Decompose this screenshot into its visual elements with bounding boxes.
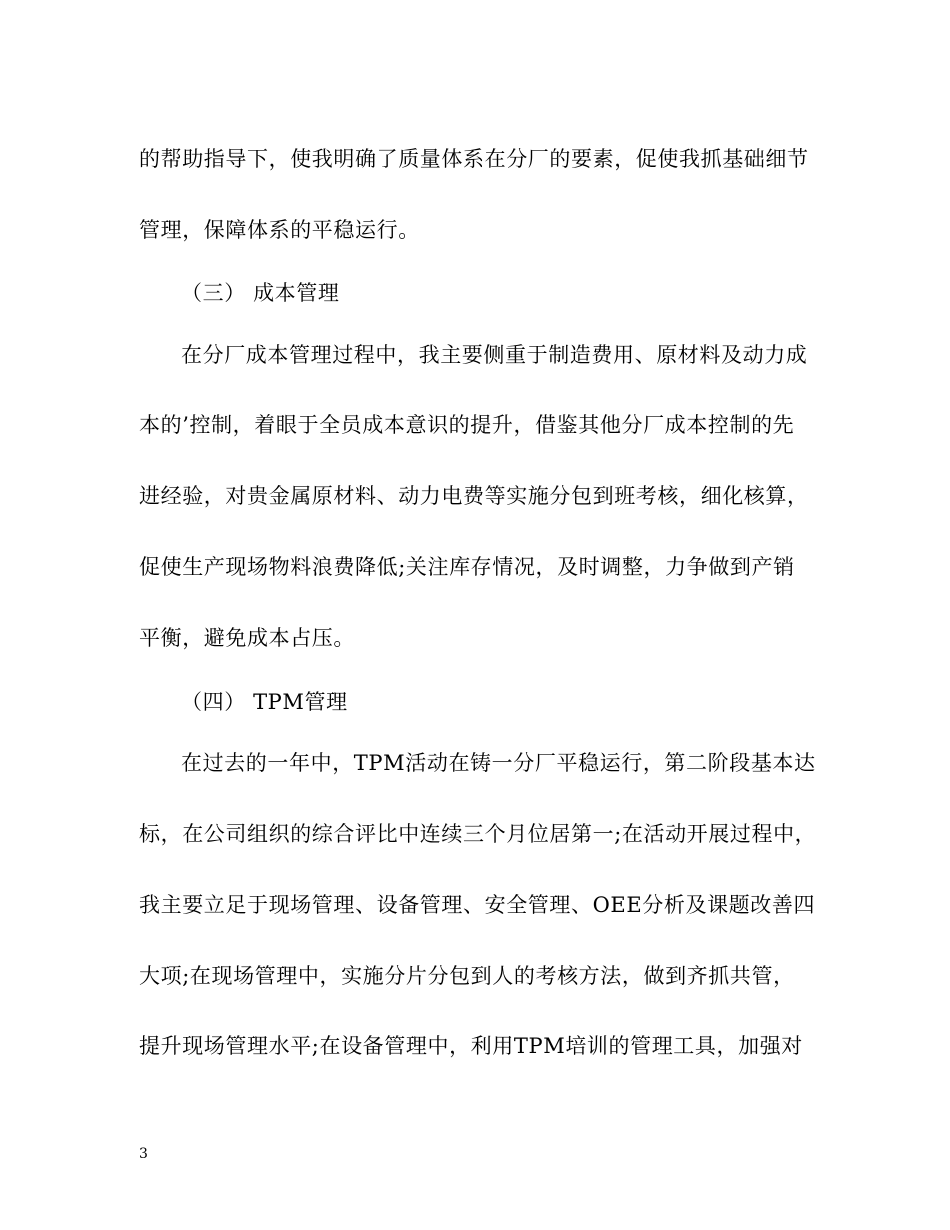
page-number: 3 bbox=[139, 1146, 148, 1162]
body-text-line: 大项;在现场管理中，实施分片分包到人的考核方法，做到齐抓共管， bbox=[139, 964, 795, 988]
section-heading: （四） TPM管理 bbox=[181, 690, 348, 714]
body-text-line: 促使生产现场物料浪费降低;关注库存情况，及时调整，力争做到产销 bbox=[139, 555, 795, 579]
body-text-line: 平衡，避免成本占压。 bbox=[139, 626, 355, 650]
body-text-line: 我主要立足于现场管理、设备管理、安全管理、OEE分析及课题改善四 bbox=[139, 893, 816, 917]
body-text-line: 的帮助指导下，使我明确了质量体系在分厂的要素，促使我抓基础细节 bbox=[139, 147, 809, 171]
body-text-line: 提升现场管理水平;在设备管理中，利用TPM培训的管理工具，加强对 bbox=[139, 1034, 803, 1058]
body-text-line: 本的’控制，着眼于全员成本意识的提升，借鉴其他分厂成本控制的先 bbox=[139, 413, 795, 437]
section-heading: （三） 成本管理 bbox=[181, 281, 340, 305]
body-text-line: 管理，保障体系的平稳运行。 bbox=[139, 218, 420, 242]
body-text-line: 进经验，对贵金属原材料、动力电费等实施分包到班考核，细化核算， bbox=[139, 484, 809, 508]
body-text-line: 在分厂成本管理过程中，我主要侧重于制造费用、原材料及动力成 bbox=[181, 343, 808, 367]
body-text-line: 标，在公司组织的综合评比中连续三个月位居第一;在活动开展过程中， bbox=[139, 822, 817, 846]
body-text-line: 在过去的一年中，TPM活动在铸一分厂平稳运行，第二阶段基本达 bbox=[181, 751, 816, 775]
